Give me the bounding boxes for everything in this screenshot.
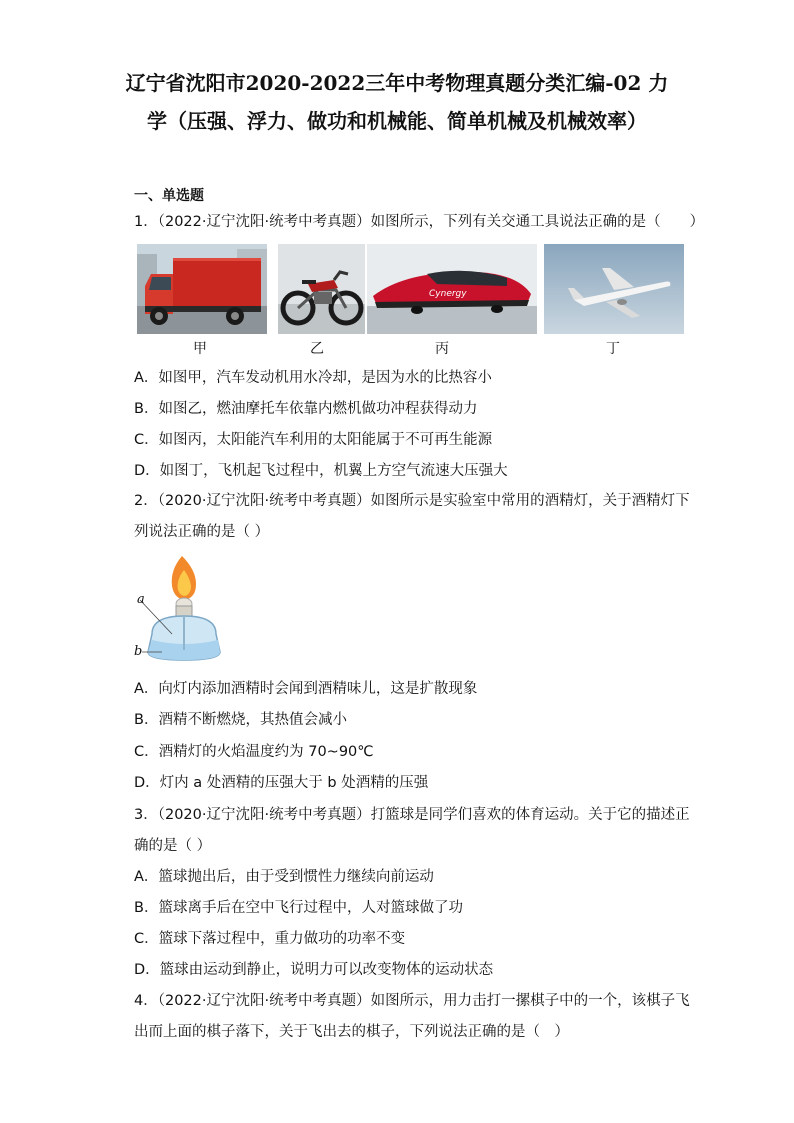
alcohol-lamp-image	[132, 552, 228, 670]
title-line-1: 辽宁省沈阳市2020-2022三年中考物理真题分类汇编-02 力	[125, 71, 669, 95]
q4-stem-line-2: 出而上面的棋子落下，关于飞出去的棋子，下列说法正确的是（ ）	[134, 1024, 569, 1040]
q3-option-c: C．篮球下落过程中，重力做功的功率不变	[134, 931, 406, 947]
q4-stem-line-1: 4．（2022·辽宁沈阳·统考中考真题）如图所示，用力击打一摞棋子中的一个，该棋子飞	[134, 993, 690, 1009]
airplane-image	[544, 244, 684, 334]
svg-text:Cynergy: Cynergy	[429, 289, 467, 299]
q1-option-c: C．如图丙，太阳能汽车利用的太阳能属于不可再生能源	[134, 432, 493, 448]
lamp-label-b: b	[134, 644, 143, 659]
q2-stem-line-2: 列说法正确的是（ ）	[134, 524, 270, 540]
caption-bing: 丙	[435, 341, 449, 357]
q1-option-a: A．如图甲，汽车发动机用水冷却，是因为水的比热容小	[134, 370, 492, 386]
truck-image	[137, 244, 267, 334]
caption-yi: 乙	[310, 341, 324, 357]
lamp-label-a: a	[137, 592, 145, 607]
q1-stem: 1．（2022·辽宁沈阳·统考中考真题）如图所示，下列有关交通工具说法正确的是（ ）	[134, 214, 705, 230]
q1-option-b: B．如图乙，燃油摩托车依靠内燃机做功冲程获得动力	[134, 401, 478, 417]
q2-stem-line-1: 2．（2020·辽宁沈阳·统考中考真题）如图所示是实验室中常用的酒精灯，关于酒精灯下	[134, 493, 690, 509]
q2-option-c: C．酒精灯的火焰温度约为 70~90℃	[134, 744, 374, 760]
q1-option-d: D．如图丁，飞机起飞过程中，机翼上方空气流速大压强大	[134, 463, 508, 479]
q2-option-a: A．向灯内添加酒精时会闻到酒精味儿，这是扩散现象	[134, 681, 478, 697]
document-title	[70, 64, 724, 140]
q3-stem-line-1: 3．（2020·辽宁沈阳·统考中考真题）打篮球是同学们喜欢的体育运动。关于它的描述正	[134, 807, 690, 823]
caption-ding: 丁	[606, 341, 620, 357]
q3-option-d: D．篮球由运动到静止，说明力可以改变物体的运动状态	[134, 962, 494, 978]
q3-option-a: A．篮球抛出后，由于受到惯性力继续向前运动	[134, 869, 434, 885]
solar-car-image	[367, 244, 537, 334]
q3-stem-line-2: 确的是（ ）	[134, 838, 212, 854]
title-line-2: 学（压强、浮力、做功和机械能、简单机械及机械效率）	[147, 109, 647, 133]
caption-jia: 甲	[193, 341, 207, 357]
section-heading: 一、单选题	[134, 188, 204, 204]
q2-option-b: B．酒精不断燃烧，其热值会减小	[134, 712, 347, 728]
motorcycle-image	[278, 244, 365, 334]
q2-option-d: D．灯内 a 处酒精的压强大于 b 处酒精的压强	[134, 775, 429, 791]
q3-option-b: B．篮球离手后在空中飞行过程中，人对篮球做了功	[134, 900, 463, 916]
